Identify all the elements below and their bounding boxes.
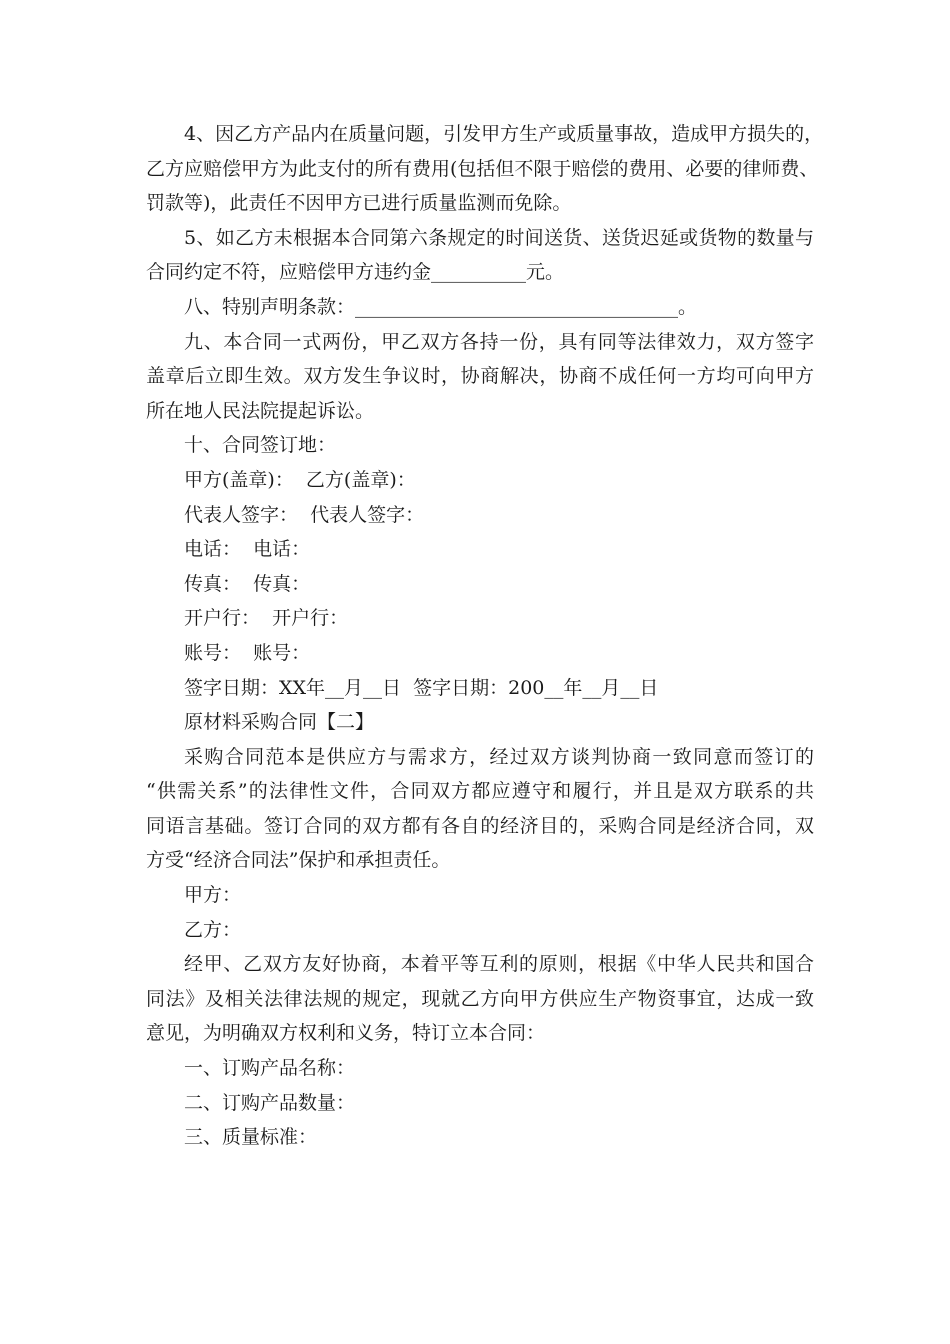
clause-4-line-1: 4、因乙方产品内在质量问题，引发甲方生产或质量事故，造成甲方损失的， bbox=[184, 123, 824, 145]
intro-line-2: “供需关系”的法律性文件，合同双方都应遵守和履行，并且是双方联系的共 bbox=[146, 780, 814, 803]
signature-phone-line: 电话： 电话： bbox=[184, 538, 311, 561]
preamble-line-3: 意见，为明确双方权利和义务，特订立本合同： bbox=[146, 1022, 546, 1045]
item-2-product-quantity: 二、订购产品数量： bbox=[184, 1091, 356, 1114]
signature-seal-line: 甲方(盖章)： 乙方(盖章)： bbox=[184, 468, 416, 491]
section-10: 十、合同签订地： bbox=[184, 434, 337, 457]
section-9-line-1: 九、本合同一式两份，甲乙双方各持一份，具有同等法律效力，双方签字 bbox=[184, 330, 814, 353]
preamble-line-1: 经甲、乙双方友好协商，本着平等互利的原则，根据《中华人民共和国合 bbox=[184, 953, 814, 976]
signature-bank-line: 开户行： 开户行： bbox=[184, 607, 349, 630]
party-b-label: 乙方： bbox=[184, 918, 242, 941]
signature-account-line: 账号： 账号： bbox=[184, 641, 311, 664]
item-3-quality-standard: 三、质量标准： bbox=[184, 1126, 318, 1149]
signature-representative-line: 代表人签字： 代表人签字： bbox=[184, 503, 425, 526]
contract-2-title: 原材料采购合同【二】 bbox=[184, 711, 375, 734]
section-9-line-3: 所在地人民法院提起诉讼。 bbox=[146, 399, 375, 422]
clause-5-line-2: 合同约定不符，应赔偿甲方违约金__________元。 bbox=[146, 261, 565, 284]
section-9-line-2: 盖章后立即生效。双方发生争议时，协商解决，协商不成任何一方均可向甲方 bbox=[146, 365, 814, 388]
item-1-product-name: 一、订购产品名称： bbox=[184, 1057, 356, 1080]
document-body bbox=[146, 117, 824, 1155]
signature-fax-line: 传真： 传真： bbox=[184, 572, 311, 595]
section-8: 八、特别声明条款：__________________________________。 bbox=[184, 295, 698, 318]
preamble-line-2: 同法》及相关法律法规的规定，现就乙方向甲方供应生产物资事宜，达成一致 bbox=[146, 987, 814, 1010]
intro-line-4: 方受“经济合同法”保护和承担责任。 bbox=[146, 849, 451, 872]
clause-4-line-2: 乙方应赔偿甲方为此支付的所有费用(包括但不限于赔偿的费用、必要的律师费、 bbox=[146, 157, 819, 180]
clause-5-line-1: 5、如乙方未根据本合同第六条规定的时间送货、送货迟延或货物的数量与 bbox=[184, 226, 814, 249]
intro-line-1: 采购合同范本是供应方与需求方，经过双方谈判协商一致同意而签订的 bbox=[184, 745, 814, 768]
signature-date-line: 签字日期：XX年__月__日 签字日期：200__年__月__日 bbox=[184, 676, 659, 699]
clause-4-line-3: 罚款等)，此责任不因甲方已进行质量监测而免除。 bbox=[146, 192, 572, 215]
intro-line-3: 同语言基础。签订合同的双方都有各自的经济目的，采购合同是经济合同，双 bbox=[146, 814, 814, 837]
party-a-label: 甲方： bbox=[184, 884, 242, 907]
